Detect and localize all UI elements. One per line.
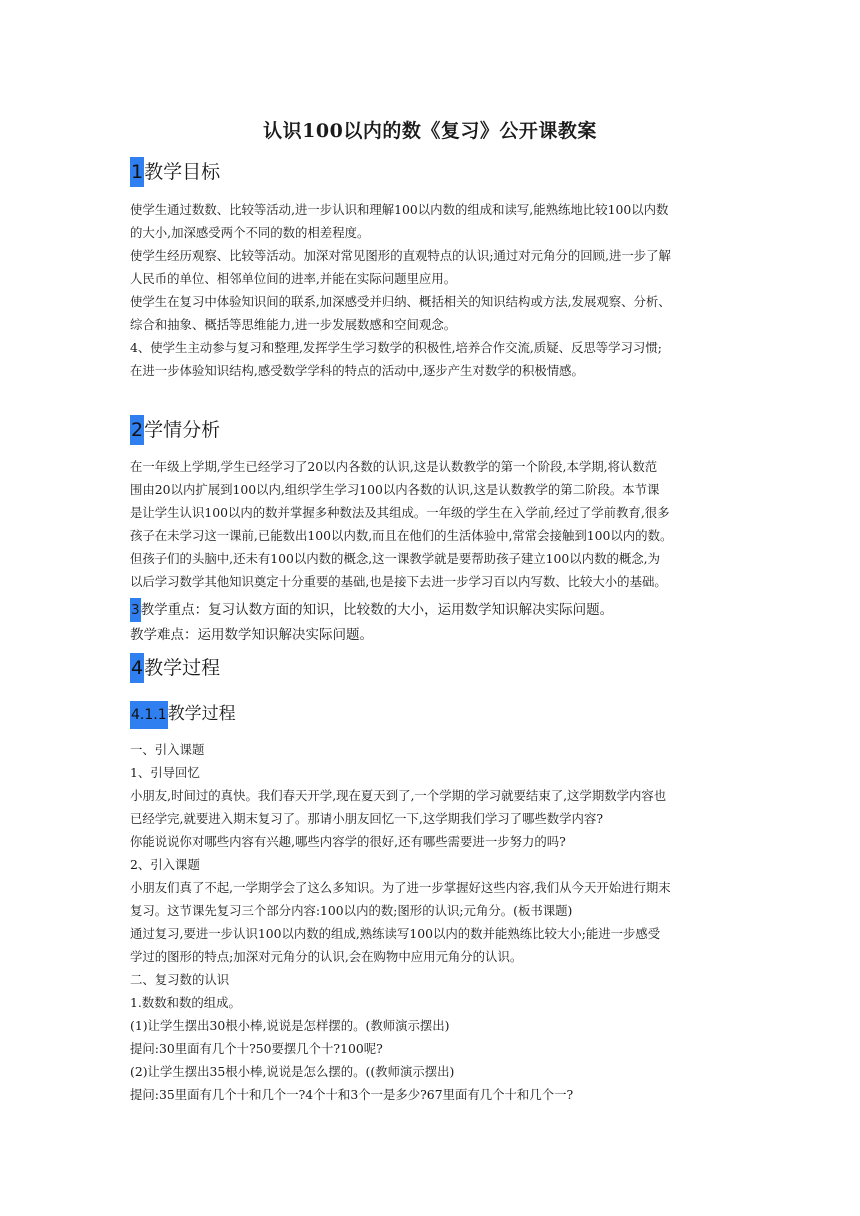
subsection-heading-process <box>130 700 236 728</box>
section-title: 教学目标 <box>144 161 221 183</box>
section-number: 2 <box>130 415 144 445</box>
subsection-title: 教学过程 <box>167 704 236 724</box>
section-heading-process <box>130 653 220 683</box>
text-line: (2)让学生摆出35根小棒,说说是怎么摆的。((教师演示摆出) <box>130 1064 455 1079</box>
text-line: 提问:30里面有几个十?50要摆几个十?100呢? <box>130 1041 383 1056</box>
text-line: 小朋友,时间过的真快。我们春天开学,现在夏天到了,一个学期的学习就要结束了,这学期数学内容也 <box>130 788 667 803</box>
text-line: 1.数数和数的组成。 <box>130 995 241 1010</box>
text-line: 人民币的单位、相邻单位间的进率,并能在实际问题里应用。 <box>130 271 457 286</box>
text-line: 综合和抽象、概括等思维能力,进一步发展数感和空间观念。 <box>130 317 457 332</box>
text-line: 小朋友们真了不起,一学期学会了这么多知识。为了进一步掌握好这些内容,我们从今天开始进行期末 <box>130 880 671 895</box>
text-line: 提问:35里面有几个十和几个一?4个十和3个一是多少?67里面有几个十和几个一? <box>130 1087 574 1102</box>
text-line: 一、引入课题 <box>130 742 205 757</box>
section-heading-objectives <box>130 157 220 187</box>
text-line: 的大小,加深感受两个不同的数的相差程度。 <box>130 225 370 240</box>
text-line: 通过复习,要进一步认识100以内数的组成,熟练读写100以内的数并能熟练比较大小;能进一步感受 <box>130 926 661 941</box>
text-line: 孩子在未学习这一课前,已能数出100以内数,而且在他们的生活体验中,常常会接触到100以内的数。 <box>130 528 673 543</box>
text-line: 是让学生认识100以内的数并掌握多种数法及其组成。一年级的学生在入学前,经过了学前教育,很多 <box>130 505 670 520</box>
text-line: 在进一步体验知识结构,感受数学学科的特点的活动中,逐步产生对数学的积极情感。 <box>130 363 584 378</box>
objectives-paragraph <box>130 198 738 382</box>
text-line: 二、复习数的认识 <box>130 972 230 987</box>
section-title: 学情分析 <box>144 419 221 441</box>
text-line: 复习。这节课先复习三个部分内容:100以内的数;图形的认识;元角分。(板书课题) <box>130 903 573 918</box>
key-points-text: 教学重点：复习认数方面的知识，比较数的大小，运用数学知识解决实际问题。 <box>140 602 614 618</box>
text-line: 使学生通过数数、比较等活动,进一步认识和理解100以内数的组成和读写,能熟练地比较100以内数 <box>130 202 669 217</box>
text-line: 已经学完,就要进入期末复习了。那请小朋友回忆一下,这学期我们学习了哪些数学内容? <box>130 811 603 826</box>
text-line: 使学生在复习中体验知识间的联系,加深感受并归纳、概括相关的知识结构或方法,发展观察、分析、 <box>130 294 671 309</box>
text-line: 但孩子们的头脑中,还未有100以内数的概念,这一课教学就是要帮助孩子建立100以内数的概念,为 <box>130 551 660 566</box>
section-number: 4 <box>130 653 144 683</box>
process-paragraph <box>130 738 738 1106</box>
text-line: 你能说说你对哪些内容有兴趣,哪些内容学的很好,还有哪些需要进一步努力的吗? <box>130 834 566 849</box>
text-line: (1)让学生摆出30根小棒,说说是怎样摆的。(教师演示摆出) <box>130 1018 450 1033</box>
section-number: 1 <box>130 157 144 187</box>
text-line: 1、引导回忆 <box>130 765 200 780</box>
subsection-number: 4.1.1 <box>130 701 168 729</box>
text-line: 以后学习数学其他知识奠定十分重要的基础,也是接下去进一步学习百以内写数、比较大小的基础。 <box>130 574 667 589</box>
document-title: 认识100以内的数《复习》公开课教案 <box>263 120 597 142</box>
section-title: 教学过程 <box>144 657 221 679</box>
difficulty-line: 教学难点：运用数学知识解决实际问题。 <box>130 627 373 643</box>
text-line: 2、引入课题 <box>130 857 200 872</box>
text-line: 使学生经历观察、比较等活动。加深对常见图形的直观特点的认识;通过对元角分的回顾,进一步了解 <box>130 248 671 263</box>
text-line: 围由20以内扩展到100以内,组织学生学习100以内各数的认识,这是认数教学的第二阶段。本节课 <box>130 482 660 497</box>
text-line: 4、使学生主动参与复习和整理,发挥学生学习数学的积极性,培养合作交流,质疑、反思等学习习惯; <box>130 340 662 355</box>
section-heading-analysis <box>130 415 220 445</box>
text-line: 在一年级上学期,学生已经学习了20以内各数的认识,这是认数教学的第一个阶段,本学期,将认数范 <box>130 459 658 474</box>
text-line: 学过的图形的特点;加深对元角分的认识,会在购物中应用元角分的认识。 <box>130 949 523 964</box>
section-number: 3 <box>130 598 141 622</box>
key-points-line <box>130 598 613 622</box>
analysis-paragraph <box>130 455 738 593</box>
